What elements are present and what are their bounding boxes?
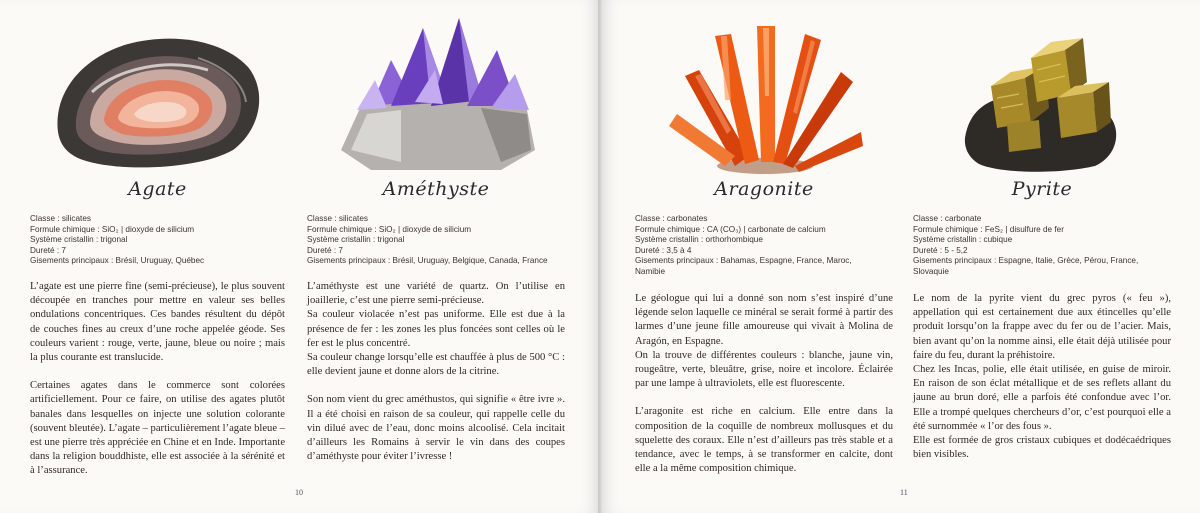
fact-hardness: Dureté : 7 <box>30 245 66 255</box>
mineral-facts <box>913 214 1138 278</box>
description-paragraph: Le géologue qui lui a donné son nom s’est inspiré d’une légende selon laquelle ce minéral se serait formé à partir des larmes d’une jeune fille amoureuse qui vivait à Molina de Aragón, en Espagne. <box>635 293 893 347</box>
description-paragraph: Elle est formée de gros cristaux cubiques et dodécaédriques bien visibles. <box>913 435 1171 461</box>
fact-class: Classe : silicates <box>30 214 91 223</box>
page-number-right: 11 <box>900 488 908 497</box>
fact-deposits-continued: Namibie <box>635 266 666 276</box>
amethyste-column <box>307 0 565 513</box>
mineral-facts <box>635 214 852 278</box>
fact-hardness: Dureté : 7 <box>307 245 343 255</box>
fact-class: Classe : silicates <box>307 214 368 223</box>
fact-hardness: Dureté : 5 - 5,2 <box>913 245 968 255</box>
aragonite-illustration <box>665 16 865 176</box>
fact-deposits: Gisements principaux : Espagne, Italie, Grèce, Pérou, France, <box>913 256 1139 266</box>
mineral-facts <box>307 214 548 267</box>
agate-column <box>30 0 285 513</box>
description-paragraph: L’agate est une pierre fine (semi-précieuse), le plus souvent découpée en tranches pour mettre en valeur ses belles ondulations concentriques. Ces bandes résultent du dépôt de couches fines au creux d’une roche appelée géode. Ses couleurs varient : rouge, verte, jaune, bleue ou noire ; mais la plus courante est translucide. <box>30 281 285 364</box>
fact-deposits: Gisements principaux : Bahamas, Espagne, France, Maroc, <box>635 256 852 266</box>
fact-formula: Formule chimique : CA (CO₃) | carbonate de calcium <box>635 224 826 234</box>
description-paragraph: L’aragonite est riche en calcium. Elle entre dans la composition de la coquille de nombreux mollusques et du squelette des coraux. Elle n’est d’ailleurs pas très stable et a tendance, avec le temps, à se transformer en calcite, dont elle a la même composition chimique. <box>635 406 893 475</box>
description-paragraph: Sa couleur violacée n’est pas uniforme. Elle est due à la présence de fer : les zones les plus foncées sont celles où le fer est le plus concentré. <box>307 309 565 349</box>
mineral-description <box>307 280 565 464</box>
fact-class: Classe : carbonates <box>635 214 708 223</box>
mineral-title: Améthyste <box>382 178 490 200</box>
description-paragraph: Chez les Incas, polie, elle était utilisée, en guise de miroir. En raison de son éclat métallique et de ses reflets allant du jaune au brun doré, elle a parfois été confondue avec l’or. Elle a trompé quelques chercheurs d’or, c’est pourquoi elle a été surnommée « l’or des fous ». <box>913 364 1171 432</box>
book-gutter <box>598 0 602 513</box>
mineral-description <box>30 280 285 479</box>
fact-formula: Formule chimique : FeS₂ | disulfure de fer <box>913 224 1064 234</box>
mineral-description <box>635 292 893 476</box>
description-paragraph: L’améthyste est une variété de quartz. On l’utilise en joaillerie, c’est une pierre semi-précieuse. <box>307 281 565 307</box>
aragonite-column <box>635 0 893 513</box>
mineral-title: Agate <box>128 178 187 200</box>
description-paragraph: Son nom vient du grec améthustos, qui signifie « être ivre ». Il a été choisi en raison de sa couleur, qui rappelle celle du vin dilué avec de l’eau, donc moins alcoolisé. Cela incitait d’ailleurs les Romains à servir le vin dans des coupes d’améthyste pour éviter l’ivresse ! <box>307 394 565 463</box>
mineral-title: Aragonite <box>714 178 814 200</box>
fact-formula: Formule chimique : SiO₂ | dioxyde de silicium <box>30 224 195 234</box>
amethyste-illustration <box>331 10 541 175</box>
description-paragraph: On la trouve de différentes couleurs : blanche, jaune vin, rougeâtre, verte, bleuâtre, grise, noire et incolore. Éclairée par une lampe à ultraviolets, elle est fluorescente. <box>635 349 893 390</box>
fact-crystal-system: Système cristallin : trigonal <box>30 235 128 245</box>
fact-crystal-system: Système cristallin : orthorhombique <box>635 235 763 245</box>
mineral-title: Pyrite <box>1011 178 1073 200</box>
mineral-description <box>913 292 1171 462</box>
mineral-facts <box>30 214 204 267</box>
description-paragraph: Le nom de la pyrite vient du grec pyros (« feu »), appellation qui est certainement due aux étincelles qu’elle produit lorsqu’on la frappe avec du fer ou de l’acier. Mais, bien avant qu’on la nomme ainsi, elle était déjà utilisée pour faire du feu, durant la préhistoire. <box>913 293 1171 361</box>
pyrite-illustration <box>961 28 1121 173</box>
pyrite-column <box>913 0 1171 513</box>
agate-illustration <box>48 22 268 172</box>
fact-formula: Formule chimique : SiO₂ | dioxyde de silicium <box>307 224 472 234</box>
description-paragraph: Sa couleur change lorsqu’elle est chauffée à plus de 500 °C : elle devient jaune et donne alors de la citrine. <box>307 352 565 378</box>
fact-deposits-continued: Slovaquie <box>913 266 949 276</box>
fact-crystal-system: Système cristallin : cubique <box>913 235 1013 245</box>
fact-deposits: Gisements principaux : Brésil, Uruguay, Québec <box>30 256 205 266</box>
fact-class: Classe : carbonate <box>913 214 982 223</box>
fact-deposits: Gisements principaux : Brésil, Uruguay, Belgique, Canada, France <box>307 256 548 266</box>
fact-hardness: Dureté : 3,5 à 4 <box>635 245 692 255</box>
description-paragraph: Certaines agates dans le commerce sont colorées artificiellement. Pour ce faire, on utilise des agates plutôt banales dans lesquelles on injecte une solution colorante (souvent bleutée). L’agate – particulièrement l’agate bleue – est une pierre très appréciée en Chine et en Inde. Importante dans la religion bouddhiste, elle est associée à la sérénité et à l’assurance. <box>30 380 286 477</box>
fact-crystal-system: Système cristallin : trigonal <box>307 235 405 245</box>
page-number-left: 10 <box>295 488 303 497</box>
